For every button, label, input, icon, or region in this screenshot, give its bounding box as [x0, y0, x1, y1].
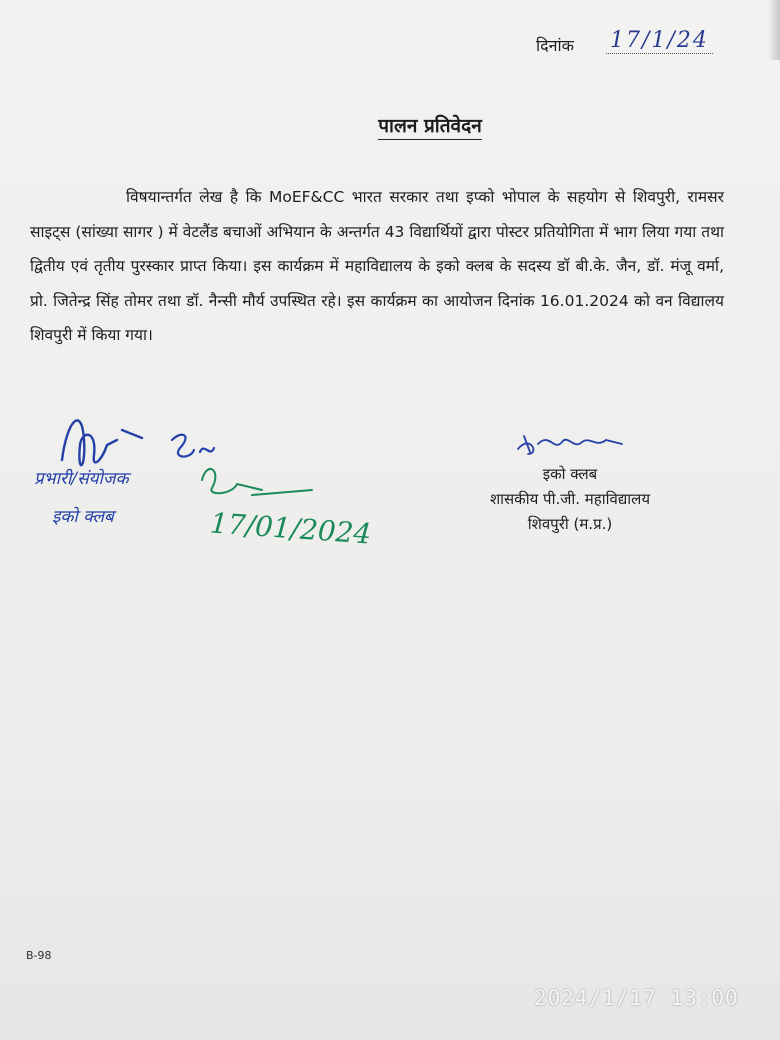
- handwritten-green-date: 17/01/2024: [209, 506, 373, 551]
- date-label: दिनांक: [536, 36, 574, 55]
- right-signature-block: [460, 462, 680, 537]
- page-edge-shadow: [768, 0, 780, 60]
- handwritten-club: इको क्लब: [52, 507, 114, 527]
- sig-line-club: इको क्लब: [542, 465, 598, 483]
- handwritten-date: 17/1/24: [606, 28, 713, 54]
- right-signature-icon: [510, 424, 630, 464]
- body-paragraph: विषयान्तर्गत लेख है कि MoEF&CC भारत सरकार तथा इप्को भोपाल के सहयोग से शिवपुरी, रामसर साइट्स (सांख्या सागर ) में वेटलैंड बचाओं अभियान के अन्तर्गत 43 विद्यार्थियों द्वारा पोस्टर प्रतियोगिता में भाग लिया गया तथा द्वितीय एवं तृतीय पुरस्कार प्राप्त किया। इस कार्यक्रम में महाविद्यालय के इको क्लब के सदस्य डॉ बी.के. जैन, डॉ. मंजू वर्मा, प्रो. जितेन्द्र सिंह तोमर तथा डॉ. नैन्सी मौर्य उपस्थित रहे। इस कार्यक्रम का आयोजन दिनांक 16.01.2024 को वन विद्यालय शिवपुरी में किया गया।: [30, 188, 724, 344]
- left-signature-block: [22, 400, 382, 564]
- sig-line-place: शिवपुरी (म.प्र.): [527, 515, 613, 533]
- date-row: [536, 28, 736, 64]
- photo-timestamp: 2024/1/17 13:00: [534, 986, 739, 1010]
- title-text: पालन प्रतिवेदन: [378, 115, 482, 140]
- sig-line-college: शासकीय पी.जी. महाविद्यालय: [489, 490, 651, 508]
- page-code: B-98: [26, 949, 52, 962]
- document-title: [0, 112, 780, 138]
- handwritten-role: प्रभारी/संयोजक: [34, 469, 129, 489]
